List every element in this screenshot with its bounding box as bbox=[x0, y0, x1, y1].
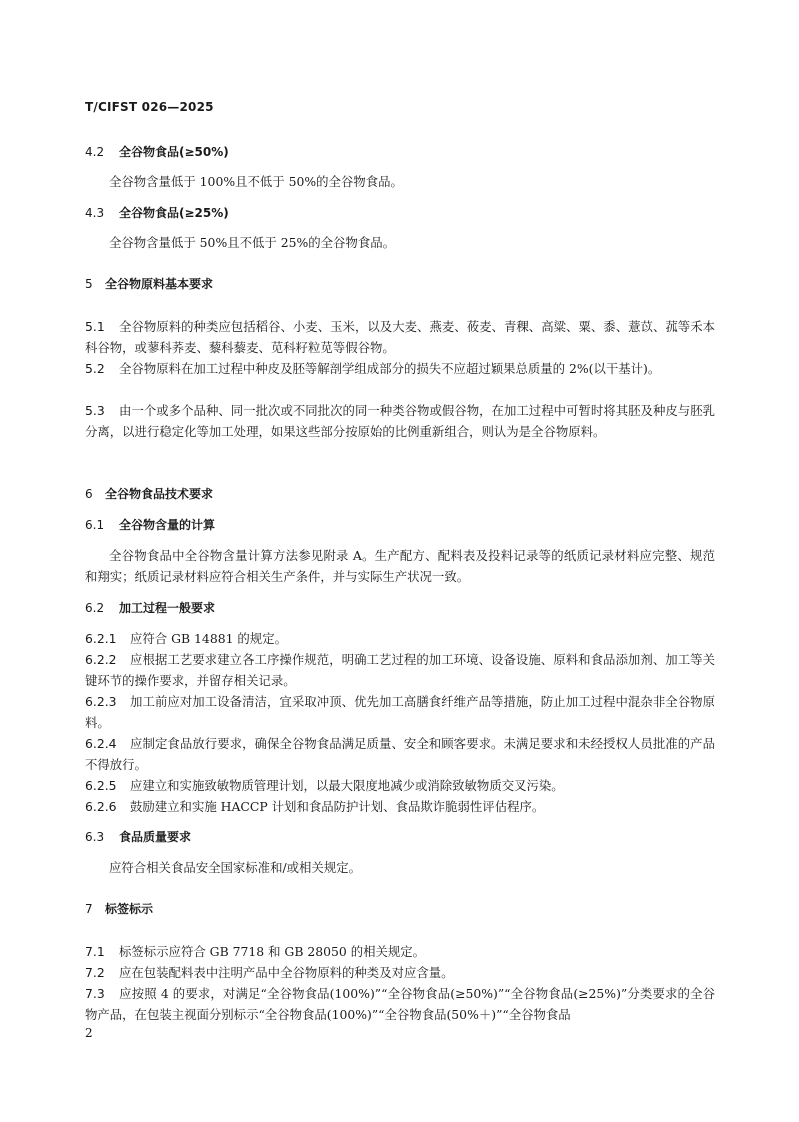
clause-4-3-text: 全谷物含量低于 50%且不低于 25%的全谷物食品。 bbox=[109, 235, 395, 250]
clause-number: 6.2 bbox=[85, 601, 105, 615]
clause-number: 6.2.1 bbox=[85, 631, 117, 646]
clause-number: 5.1 bbox=[85, 319, 105, 334]
clause-6-2-1 bbox=[85, 628, 715, 649]
clause-number: 4.2 bbox=[85, 145, 105, 159]
clause-6-1-text: 全谷物食品中全谷物含量计算方法参见附录 A。生产配方、配料表及投料记录等的纸质记录材料应完整、规范和翔实；纸质记录材料应符合相关生产条件，并与实际生产状况一致。 bbox=[85, 548, 715, 584]
section-7-heading bbox=[85, 899, 715, 920]
clause-text: 全谷物原料在加工过程中种皮及胚等解剖学组成部分的损失不应超过颖果总质量的 2%(以干基计)。 bbox=[119, 361, 661, 376]
page-number: 2 bbox=[85, 1026, 93, 1040]
section-number: 6 bbox=[85, 487, 93, 501]
section-number: 5 bbox=[85, 277, 93, 291]
clause-6-2-3 bbox=[85, 691, 715, 733]
clause-title: 全谷物含量的计算 bbox=[119, 518, 216, 532]
clause-text: 应符合 GB 14881 的规定。 bbox=[130, 631, 287, 646]
clause-6-3-text: 应符合相关食品安全国家标准和/或相关规定。 bbox=[109, 860, 361, 875]
clause-5-2 bbox=[85, 358, 715, 379]
section-title: 标签标示 bbox=[105, 902, 154, 916]
clause-number: 6.2.6 bbox=[85, 799, 117, 814]
clause-text: 加工前应对加工设备清洁，宜采取冲顶、优先加工高膳食纤维产品等措施，防止加工过程中混杂非全谷物原料。 bbox=[85, 694, 715, 730]
clause-7-3 bbox=[85, 983, 715, 1025]
section-number: 7 bbox=[85, 902, 93, 916]
clause-4-3-heading bbox=[85, 203, 715, 224]
clause-text: 应按照 4 的要求，对满足“全谷物食品(100%)”“全谷物食品(≥50%)”“全谷物食品(≥25%)”分类要求的全谷物产品，在包装主视面分别标示“全谷物食品(100%)”“全谷物食品(50%＋)”“全谷物食品 bbox=[85, 986, 715, 1022]
clause-number: 6.3 bbox=[85, 830, 105, 844]
clause-number: 7.3 bbox=[85, 986, 105, 1001]
clause-number: 6.2.2 bbox=[85, 652, 117, 667]
section-title: 全谷物原料基本要求 bbox=[105, 277, 214, 291]
clause-number: 6.2.5 bbox=[85, 778, 117, 793]
clause-text: 应根据工艺要求建立各工序操作规范，明确工艺过程的加工环境、设备设施、原料和食品添加剂、加工等关键环节的操作要求，并留存相关记录。 bbox=[85, 652, 715, 688]
section-title: 全谷物食品技术要求 bbox=[105, 487, 214, 501]
clause-6-2-2 bbox=[85, 649, 715, 691]
clause-number: 4.3 bbox=[85, 206, 105, 220]
clause-text: 应制定食品放行要求，确保全谷物食品满足质量、安全和顾客要求。未满足要求和未经授权人员批准的产品不得放行。 bbox=[85, 736, 715, 772]
section-5-heading bbox=[85, 274, 715, 295]
clause-6-2-6 bbox=[85, 796, 715, 817]
clause-number: 6.1 bbox=[85, 518, 105, 532]
clause-text: 应建立和实施致敏物质管理计划，以最大限度地减少或消除致敏物质交叉污染。 bbox=[130, 778, 564, 793]
clause-text: 标签标示应符合 GB 7718 和 GB 28050 的相关规定。 bbox=[119, 944, 426, 959]
clause-text: 全谷物原料的种类应包括稻谷、小麦、玉米，以及大麦、燕麦、莜麦、青稞、高粱、粟、黍、薏苡、菰等禾本科谷物，或蓼科荞麦、藜科藜麦、苋科籽粒苋等假谷物。 bbox=[85, 319, 715, 355]
clause-6-2-5 bbox=[85, 775, 715, 796]
clause-title: 全谷物食品(≥50%) bbox=[119, 145, 229, 159]
clause-6-2-4 bbox=[85, 733, 715, 775]
clause-number: 5.3 bbox=[85, 403, 105, 418]
clause-4-2-heading bbox=[85, 142, 715, 163]
clause-number: 6.2.3 bbox=[85, 694, 117, 709]
section-6-heading bbox=[85, 484, 715, 505]
clause-number: 5.2 bbox=[85, 361, 105, 376]
clause-title: 加工过程一般要求 bbox=[119, 601, 216, 615]
clause-number: 6.2.4 bbox=[85, 736, 117, 751]
clause-4-2-text: 全谷物含量低于 100%且不低于 50%的全谷物食品。 bbox=[109, 174, 403, 189]
clause-5-1 bbox=[85, 316, 715, 358]
clause-7-2 bbox=[85, 962, 715, 983]
standard-code: T/CIFST 026—2025 bbox=[85, 100, 214, 114]
clause-5-3 bbox=[85, 400, 715, 442]
clause-number: 7.2 bbox=[85, 965, 105, 980]
clause-6-1-heading bbox=[85, 515, 715, 536]
clause-7-1 bbox=[85, 941, 715, 962]
clause-number: 7.1 bbox=[85, 944, 105, 959]
clause-title: 全谷物食品(≥25%) bbox=[119, 206, 229, 220]
clause-text: 鼓励建立和实施 HACCP 计划和食品防护计划、食品欺诈脆弱性评估程序。 bbox=[130, 799, 545, 814]
clause-title: 食品质量要求 bbox=[119, 830, 192, 844]
clause-text: 应在包装配料表中注明产品中全谷物原料的种类及对应含量。 bbox=[119, 965, 454, 980]
clause-text: 由一个或多个品种、同一批次或不同批次的同一种类谷物或假谷物，在加工过程中可暂时将其胚及种皮与胚乳分离，以进行稳定化等加工处理，如果这些部分按原始的比例重新组合，则认为是全谷物原料。 bbox=[85, 403, 715, 439]
clause-6-2-heading bbox=[85, 598, 715, 619]
clause-6-3-heading bbox=[85, 827, 715, 848]
